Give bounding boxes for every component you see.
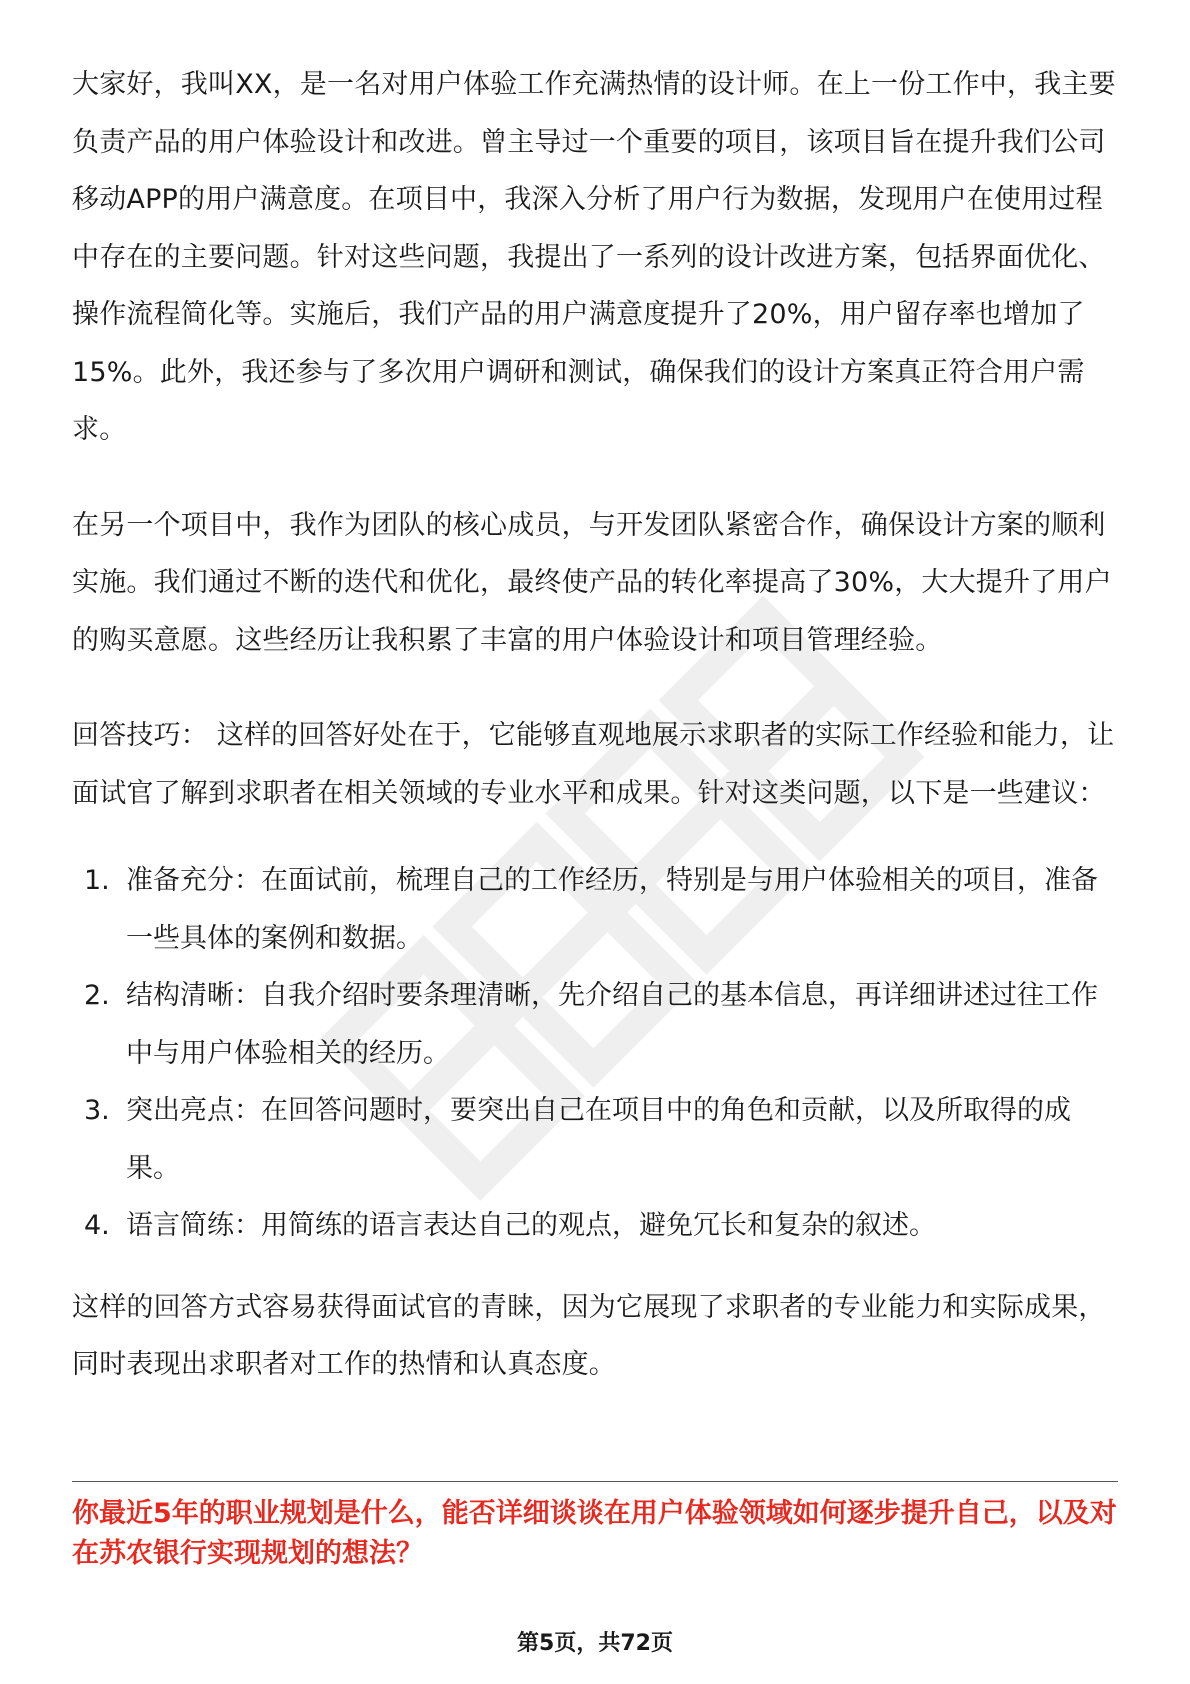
list-number: 4. — [84, 1210, 110, 1241]
list-item — [72, 1197, 1118, 1255]
closing-paragraph: 这样的回答方式容易获得面试官的青睐，因为它展现了求职者的专业能力和实际成果，同时表现出求职者对工作的热情和认真态度。 — [72, 1291, 1106, 1380]
answer-tips-paragraph: 回答技巧： 这样的回答好处在于，它能够直观地展示求职者的实际工作经验和能力，让面试官了解到求职者在相关领域的专业水平和成果。针对这类问题，以下是一些建议： — [72, 720, 1115, 809]
document-body — [72, 56, 1118, 1394]
tips-list — [72, 852, 1118, 1255]
section-divider — [72, 1481, 1118, 1482]
list-item — [72, 852, 1118, 967]
list-text: 结构清晰：自我介绍时要条理清晰，先介绍自己的基本信息，再详细讲述过往工作中与用户体验相关的经历。 — [126, 980, 1098, 1069]
list-number: 3. — [84, 1095, 110, 1126]
list-text: 准备充分：在面试前，梳理自己的工作经历，特别是与用户体验相关的项目，准备一些具体的案例和数据。 — [126, 865, 1098, 954]
list-item — [72, 1082, 1118, 1197]
list-text: 突出亮点：在回答问题时，要突出自己在项目中的角色和贡献，以及所取得的成果。 — [126, 1095, 1071, 1184]
next-question-heading: 你最近5年的职业规划是什么，能否详细谈谈在用户体验领域如何逐步提升自己，以及对在苏农银行实现规划的想法？ — [72, 1498, 1117, 1569]
list-number: 2. — [84, 980, 110, 1011]
intro-paragraph: 大家好，我叫XX，是一名对用户体验工作充满热情的设计师。在上一份工作中，我主要负责产品的用户体验设计和改进。曾主导过一个重要的项目，该项目旨在提升我们公司移动APP的用户满意度。在项目中，我深入分析了用户行为数据，发现用户在使用过程中存在的主要问题。针对这些问题，我提出了一系列的设计改进方案，包括界面优化、操作流程简化等。实施后，我们产品的用户满意度提升了20%，用户留存率也增加了15%。此外，我还参与了多次用户调研和测试，确保我们的设计方案真正符合用户需求。 — [72, 69, 1116, 445]
second-project-paragraph: 在另一个项目中，我作为团队的核心成员，与开发团队紧密合作，确保设计方案的顺利实施。我们通过不断的迭代和优化，最终使产品的转化率提高了30%，大大提升了用户的购买意愿。这些经历让我积累了丰富的用户体验设计和项目管理经验。 — [72, 509, 1112, 656]
list-number: 1. — [84, 865, 110, 896]
list-text: 语言简练：用简练的语言表达自己的观点，避免冗长和复杂的叙述。 — [126, 1210, 936, 1241]
list-item — [72, 967, 1118, 1082]
page-number: 第5页，共72页 — [517, 1631, 673, 1656]
